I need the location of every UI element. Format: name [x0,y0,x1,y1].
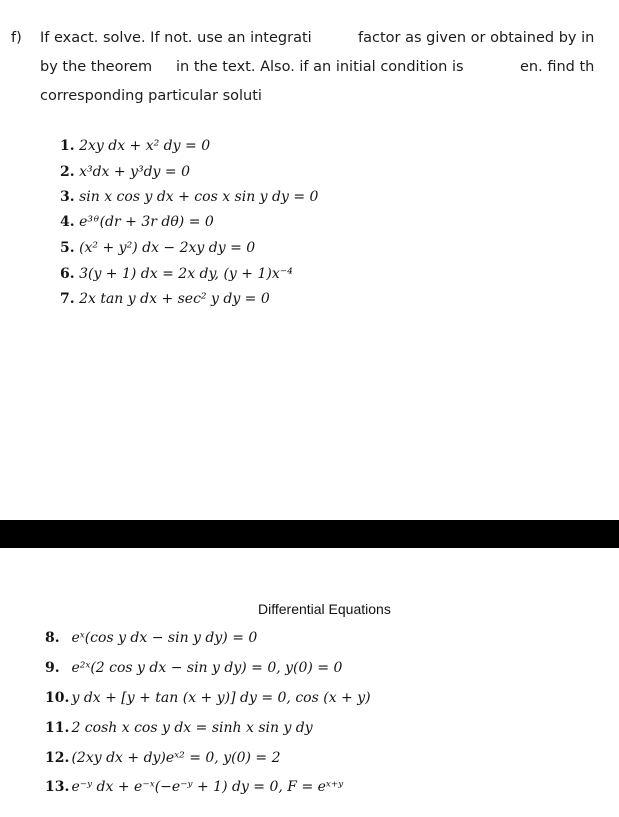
problem-6 [60,266,293,282]
problem-number: 11. [45,720,70,736]
problem-1 [60,138,210,154]
problem-7 [60,291,270,307]
problem-number: 7. [60,291,75,307]
problem-number: 9. [45,660,60,676]
problem-equation: e²ˣ(2 cos y dx − sin y dy) = 0, y(0) = 0 [71,660,343,676]
problem-number: 6. [60,266,75,282]
black-separator-band [0,520,619,548]
problem-equation: eˣ(cos y dx − sin y dy) = 0 [71,630,258,646]
problem-number: 5. [60,240,75,256]
problem-12 [45,750,280,766]
problem-8 [45,630,257,646]
problem-equation: 3(y + 1) dx = 2x dy, (y + 1)x⁻⁴ [79,266,293,282]
problem-5 [60,240,255,256]
problem-equation: (x² + y²) dx − 2xy dy = 0 [79,240,256,256]
problem-number: 3. [60,189,75,205]
problem-equation: 2xy dx + x² dy = 0 [79,138,211,154]
problem-2 [60,164,190,180]
problem-equation: e³ᶿ(dr + 3r dθ) = 0 [79,214,214,230]
problem-number: 8. [45,630,60,646]
instruction-text-1b: factor as given or obtained by in [358,30,595,46]
problem-3 [60,189,318,205]
problem-number: 10. [45,690,70,706]
problem-set-label: f) [11,30,22,46]
problem-equation: x³dx + y³dy = 0 [79,164,191,180]
section-header: Differential Equations [258,601,391,617]
problem-number: 12. [45,750,70,766]
problem-10 [45,690,371,706]
problem-number: 13. [45,779,70,795]
instruction-text-2c: en. find th [520,59,595,75]
instruction-text-2b: in the text. Also. if an initial condition is [176,59,464,75]
problem-number: 4. [60,214,75,230]
instruction-text-3: corresponding particular soluti [40,88,262,104]
problem-13 [45,779,343,795]
problem-9 [45,660,342,676]
problem-equation: 2 cosh x cos y dx = sinh x sin y dy [71,720,313,736]
problem-number: 1. [60,138,75,154]
problem-equation: y dx + [y + tan (x + y)] dy = 0, cos (x + y) [71,690,371,706]
problem-number: 2. [60,164,75,180]
problem-equation: (2xy dx + dy)eˣ² = 0, y(0) = 2 [71,750,281,766]
instruction-text-2a: by the theorem [40,59,153,75]
problem-11 [45,720,313,736]
problem-equation: 2x tan y dx + sec² y dy = 0 [79,291,270,307]
problem-equation: sin x cos y dx + cos x sin y dy = 0 [79,189,319,205]
page-bottom-panel [0,548,619,817]
problem-equation: e⁻ʸ dx + e⁻ˣ(−e⁻ʸ + 1) dy = 0, F = eˣ⁺ʸ [71,779,344,795]
instruction-text-1a: If exact. solve. If not. use an integrati [40,30,312,46]
problem-4 [60,214,214,230]
